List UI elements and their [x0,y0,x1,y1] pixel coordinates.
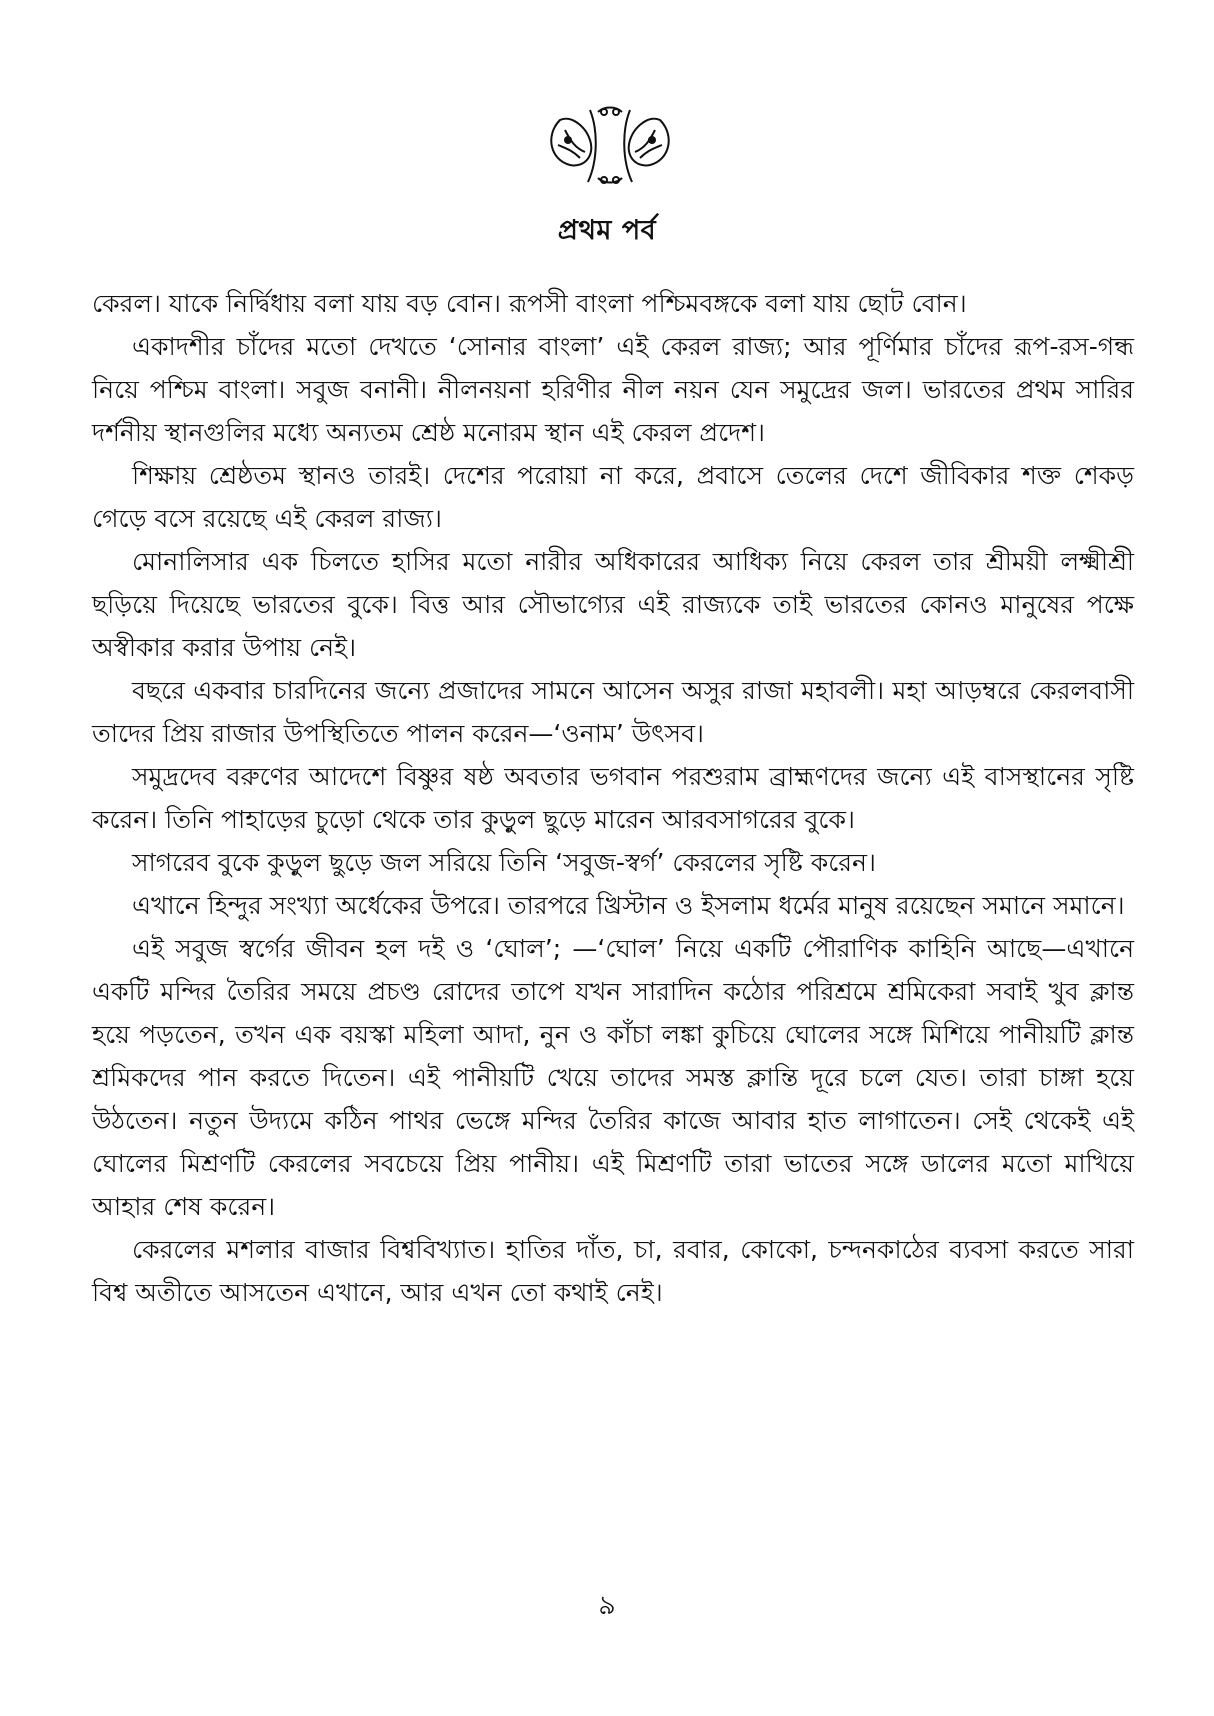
paragraph: সমুদ্রদেব বরুণের আদেশে বিষ্ণুর ষষ্ঠ অবতার ভগবান পরশুরাম ব্রাহ্মণদের জন্যে এই বাসস্থানের সৃষ্টি করেন। তিনি পাহাড়ের চুড়ো থেকে তার কুড়ুল ছুড়ে মারেন আরবসাগরের বুকে। [92,762,1134,834]
paragraph: শিক্ষায় শ্রেষ্ঠতম স্থানও তারই। দেশের পরোয়া না করে, প্রবাসে তেলের দেশে জীবিকার শক্ত শেকড় গেড়ে বসে রয়েছে এই কেরল রাজ্য। [92,461,1134,533]
paragraph: সাগরেব বুকে কুড়ুল ছুড়ে জল সরিয়ে তিনি ‘সবুজ-স্বর্গ’ কেরলের সৃষ্টি করেন। [132,848,876,877]
paragraph: কেরল। যাকে নির্দ্বিধায় বলা যায় বড় বোন। রূপসী বাংলা পশ্চিমবঙ্গকে বলা যায় ছোট বোন। [92,289,967,318]
paragraph: এই সবুজ স্বর্গের জীবন হল দই ও ‘ঘোল’; —‘ঘোল’ নিয়ে একটি পৌরাণিক কাহিনি আছে—এখানে একটি মন্দির তৈরির সময়ে প্রচণ্ড রোদের তাপে যখন সারাদিন কঠোর পরিশ্রমে শ্রমিকেরা সবাই খুব ক্লান্ত হয়ে পড়তেন, তখন এক বয়স্কা মহিলা আদা, নুন ও কাঁচা লঙ্কা কুচিয়ে ঘোলের সঙ্গে মিশিয়ে পানীয়টি ক্লান্ত শ্রমিকদের পান করতে দিতেন। এই পানীয়টি খেয়ে তাদের সমস্ত ক্লান্তি দূরে চলে যেত। তারা চাঙ্গা হয়ে উঠতেন। নতুন উদ্যমে কঠিন পাথর ভেঙ্গে মন্দির তৈরির কাজে আবার হাত লাগাতেন। সেই থেকেই এই ঘোলের মিশ্রণটি কেরলের সবচেয়ে প্রিয় পানীয়। এই মিশ্রণটি তারা ভাতের সঙ্গে ডালের মতো মাখিয়ে আহার শেষ করেন। [92,934,1134,1221]
floral-ornament-icon [540,100,680,190]
paragraph: কেরলের মশলার বাজার বিশ্ববিখ্যাত। হাতির দাঁত, চা, রবার, কোকো, চন্দনকাঠের ব্যবসা করতে সারা বিশ্ব অতীতে আসতেন এখানে, আর এখন তো কথাই নেই। [92,1235,1134,1307]
page-number: ৯ [598,1590,616,1621]
paragraph: মোনালিসার এক চিলতে হাসির মতো নারীর অধিকারের আধিক্য নিয়ে কেরল তার শ্রীময়ী লক্ষ্মীশ্রী ছড়িয়ে দিয়েছে ভারতের বুকে। বিত্ত আর সৌভাগ্যের এই রাজ্যকে তাই ভারতের কোনও মানুষের পক্ষে অস্বীকার করার উপায় নেই। [92,547,1134,662]
chapter-title: প্রথম পর্ব [557,215,657,246]
paragraph: বছরে একবার চারদিনের জন্যে প্রজাদের সামনে আসেন অসুর রাজা মহাবলী। মহা আড়ম্বরে কেরলবাসী তাদের প্রিয় রাজার উপস্থিতিতে পালন করেন—‘ওনাম’ উৎসব। [92,676,1134,748]
body-text [92,282,1134,1314]
paragraph: একাদশীর চাঁদের মতো দেখতে ‘সোনার বাংলা’ এই কেরল রাজ্য; আর পূর্ণিমার চাঁদের রূপ-রস-গন্ধ নিয়ে পশ্চিম বাংলা। সবুজ বনানী। নীলনয়না হরিণীর নীল নয়ন যেন সমুদ্রের জল। ভারতের প্রথম সারির দর্শনীয় স্থানগুলির মধ্যে অন্যতম শ্রেষ্ঠ মনোরম স্থান এই কেরল প্রদেশ। [92,332,1134,447]
paragraph: এখানে হিন্দুর সংখ্যা অর্ধেকের উপরে। তারপরে খ্রিস্টান ও ইসলাম ধর্মের মানুষ রয়েছেন সমানে সমানে। [132,891,1125,920]
